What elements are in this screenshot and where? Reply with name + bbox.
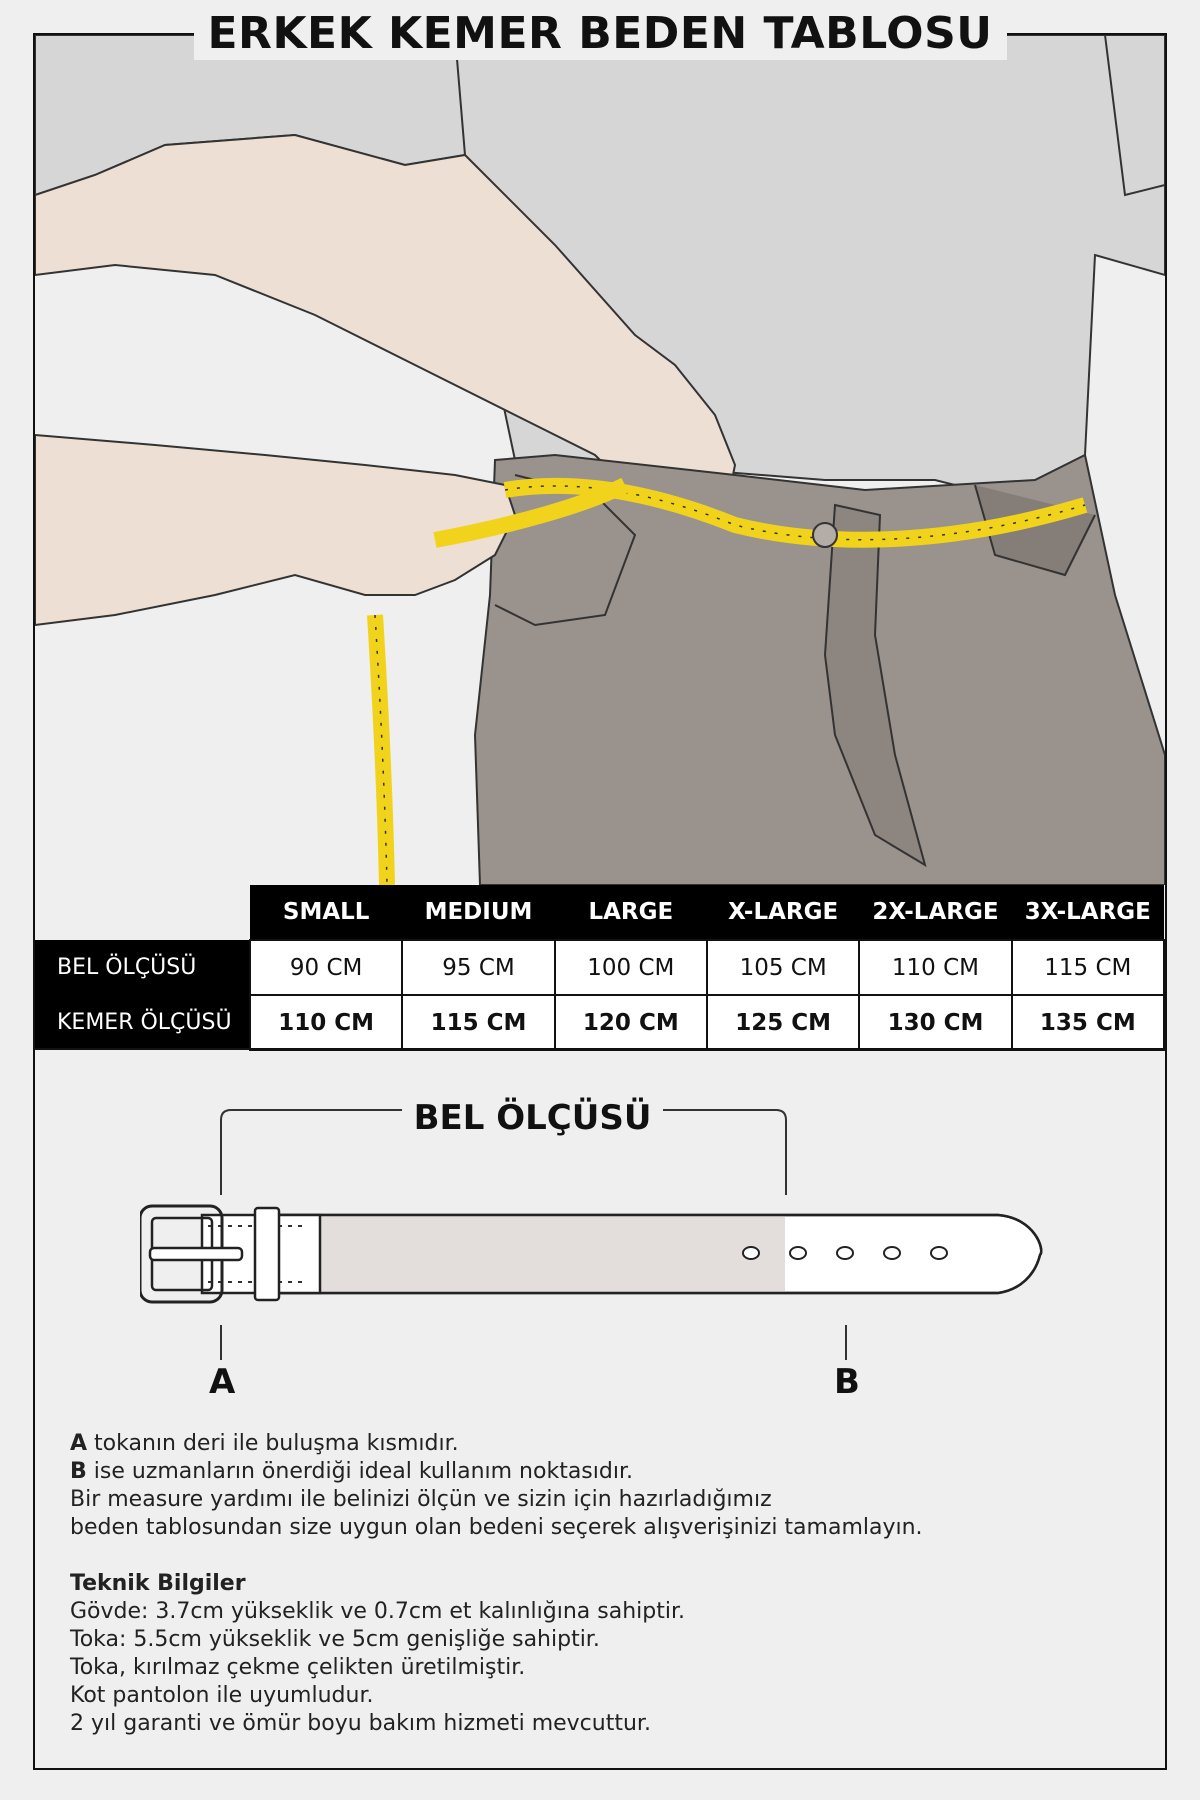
- table-cell: 90 CM: [250, 940, 402, 995]
- belt-hole: [743, 1247, 759, 1259]
- table-cell: 130 CM: [859, 995, 1011, 1050]
- belt-hole: [931, 1247, 947, 1259]
- belt-hole: [884, 1247, 900, 1259]
- waist-measure-illustration: [35, 35, 1165, 885]
- belt-measure-label: BEL ÖLÇÜSÜ: [402, 1098, 664, 1138]
- table-cell: 125 CM: [707, 995, 859, 1050]
- tech-title: Teknik Bilgiler: [70, 1571, 246, 1596]
- table-header-row: [35, 885, 1164, 940]
- belt-diagram: [140, 1090, 1060, 1420]
- row-label: BEL ÖLÇÜSÜ: [35, 940, 250, 995]
- belt-hole: [790, 1247, 806, 1259]
- belt-hole: [837, 1247, 853, 1259]
- table-row-waist: [35, 940, 1164, 995]
- arm-lower: [35, 435, 515, 625]
- page-title: ERKEK KEMER BEDEN TABLOSU: [194, 8, 1007, 60]
- note-line: Bir measure yardımı ile belinizi ölçün ve sizin için hazırladığımız: [70, 1487, 772, 1512]
- header-blank: [35, 885, 250, 940]
- tech-line: 2 yıl garanti ve ömür boyu bakım hizmeti mevcuttur.: [70, 1711, 651, 1736]
- header-size: MEDIUM: [402, 885, 554, 940]
- table-cell: 110 CM: [250, 995, 402, 1050]
- tech-line: Toka, kırılmaz çekme çelikten üretilmiştir.: [70, 1655, 526, 1680]
- tech-line: Kot pantolon ile uyumludur.: [70, 1683, 374, 1708]
- table-cell: 115 CM: [1012, 940, 1164, 995]
- notes: [70, 1430, 1150, 1738]
- table-cell: 120 CM: [555, 995, 707, 1050]
- table-row-belt: [35, 995, 1164, 1050]
- table-cell: 105 CM: [707, 940, 859, 995]
- table-cell: 115 CM: [402, 995, 554, 1050]
- tech-line: Toka: 5.5cm yükseklik ve 5cm genişliğe sahiptir.: [70, 1627, 600, 1652]
- table-cell: 95 CM: [402, 940, 554, 995]
- section-divider: [35, 1048, 1165, 1050]
- tech-line: Gövde: 3.7cm yükseklik ve 0.7cm et kalınlığına sahiptir.: [70, 1599, 685, 1624]
- header-size: 2X-LARGE: [859, 885, 1011, 940]
- note-line: beden tablosundan size uygun olan bedeni seçerek alışverişinizi tamamlayın.: [70, 1515, 923, 1540]
- header-size: LARGE: [555, 885, 707, 940]
- note-b: [70, 1458, 1150, 1486]
- table-cell: 100 CM: [555, 940, 707, 995]
- note-a-letter: A: [70, 1431, 88, 1456]
- note-a: [70, 1430, 1150, 1458]
- table-cell: 135 CM: [1012, 995, 1164, 1050]
- note-b-letter: B: [70, 1459, 87, 1484]
- note-a-text: tokanın deri ile buluşma kısmıdır.: [87, 1431, 459, 1456]
- header-size: X-LARGE: [707, 885, 859, 940]
- row-label: KEMER ÖLÇÜSÜ: [35, 995, 250, 1050]
- size-table: [35, 885, 1165, 1051]
- header-size: SMALL: [250, 885, 402, 940]
- header-size: 3X-LARGE: [1012, 885, 1164, 940]
- table-cell: 110 CM: [859, 940, 1011, 995]
- note-b-text: ise uzmanların önerdiği ideal kullanım noktasıdır.: [86, 1459, 633, 1484]
- belt-label-wrap: [0, 1098, 1200, 1138]
- title-wrap: [0, 8, 1200, 60]
- point-b-label: B: [834, 1362, 860, 1402]
- point-a-label: A: [209, 1362, 236, 1402]
